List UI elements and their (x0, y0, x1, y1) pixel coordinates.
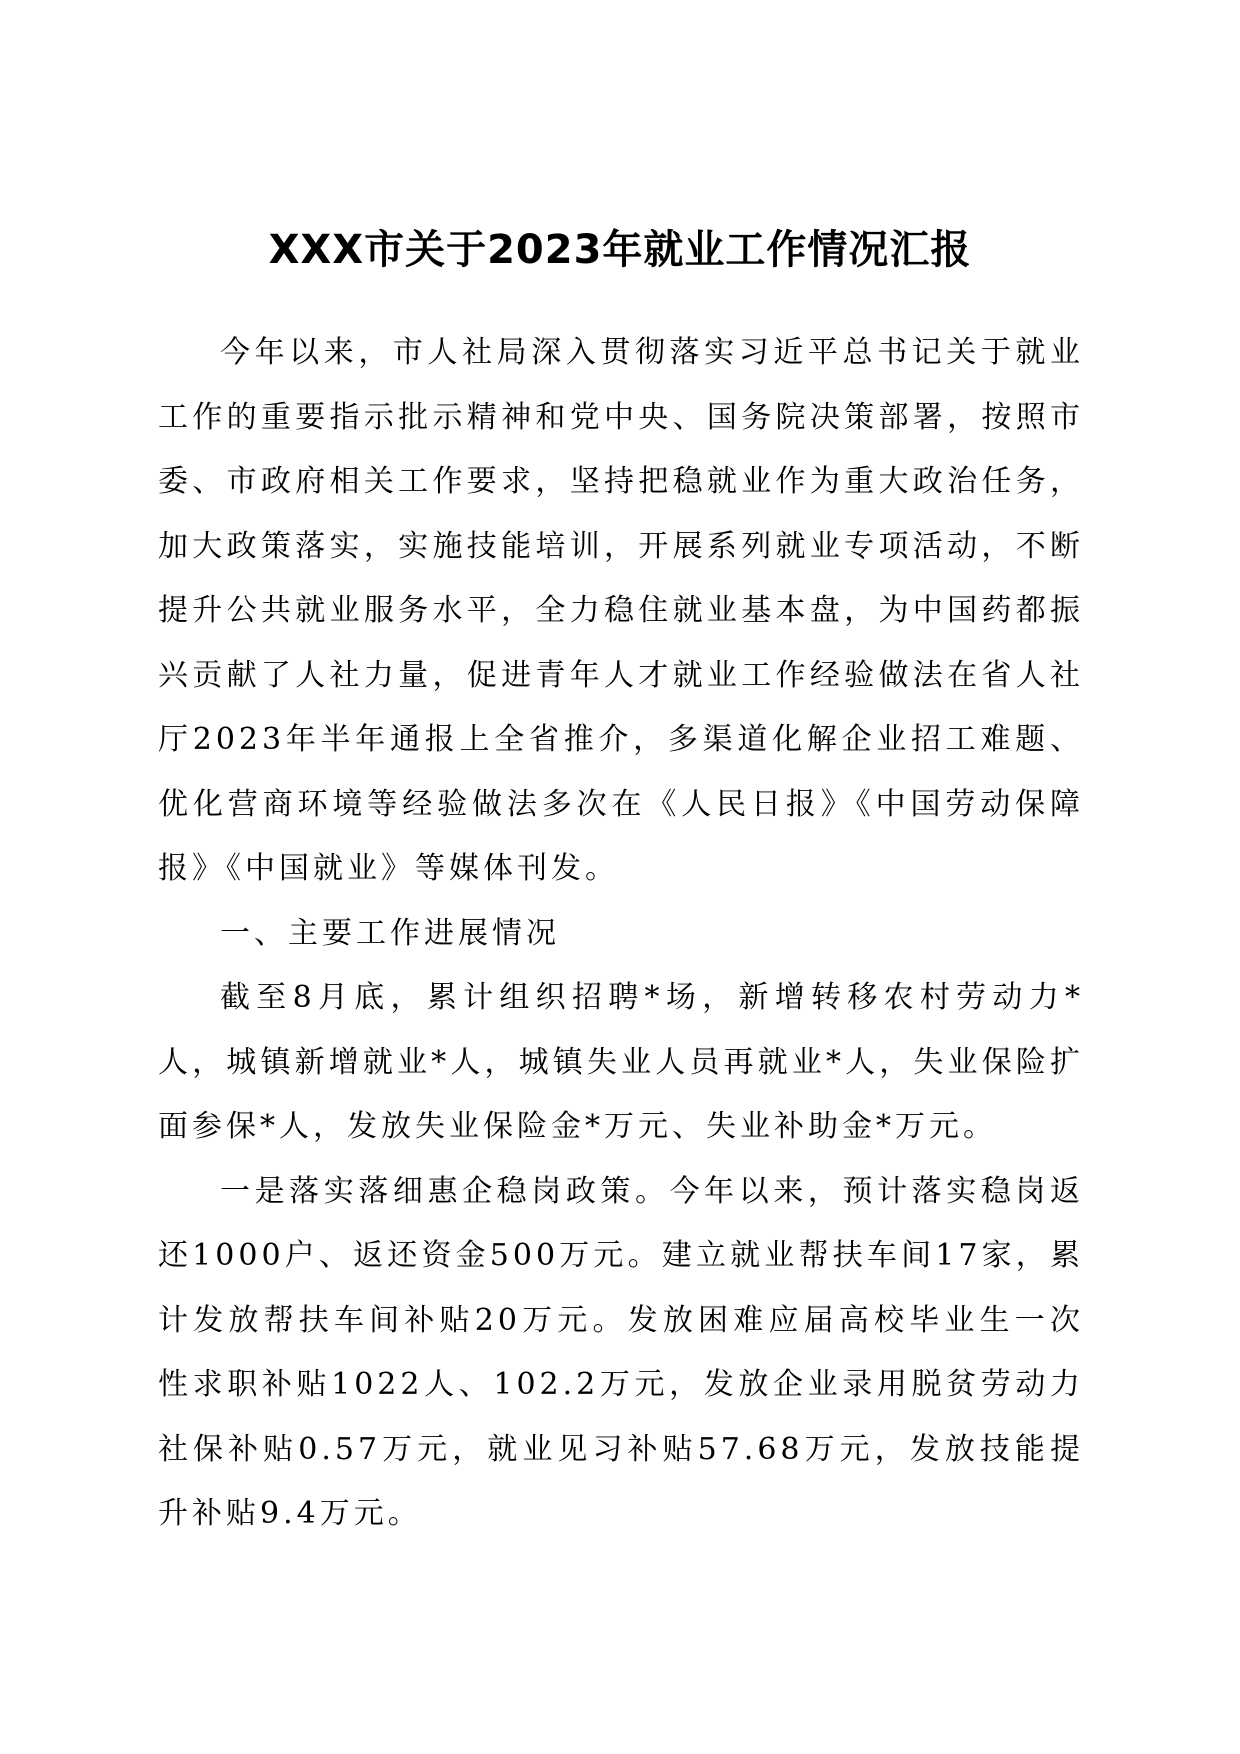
intro-paragraph: 今年以来，市人社局深入贯彻落实习近平总书记关于就业工作的重要指示批示精神和党中央、国务院决策部署，按照市委、市政府相关工作要求，坚持把稳就业作为重大政治任务，加大政策落实，实施技能培训，开展系列就业专项活动，不断提升公共就业服务水平，全力稳住就业基本盘，为中国药都振兴贡献了人社力量，促进青年人才就业工作经验做法在省人社厅2023年半年通报上全省推介，多渠道化解企业招工难题、优化营商环境等经验做法多次在《人民日报》《中国劳动保障报》《中国就业》等媒体刊发。 (158, 335, 1084, 886)
document-body (158, 321, 1084, 1547)
progress-summary-paragraph: 截至8月底，累计组织招聘*场，新增转移农村劳动力*人，城镇新增就业*人，城镇失业人员再就业*人，失业保险扩面参保*人，发放失业保险金*万元、失业补助金*万元。 (158, 980, 1084, 1144)
document-title: XXX市关于2023年就业工作情况汇报 (268, 227, 972, 273)
policy-paragraph: 一是落实落细惠企稳岗政策。今年以来，预计落实稳岗返还1000户、返还资金500万元。建立就业帮扶车间17家，累计发放帮扶车间补贴20万元。发放困难应届高校毕业生一次性求职补贴1022人、102.2万元，发放企业录用脱贫劳动力社保补贴0.57万元，就业见习补贴57.68万元，发放技能提升补贴9.4万元。 (158, 1173, 1084, 1531)
section-heading: 一、主要工作进展情况 (220, 915, 560, 951)
